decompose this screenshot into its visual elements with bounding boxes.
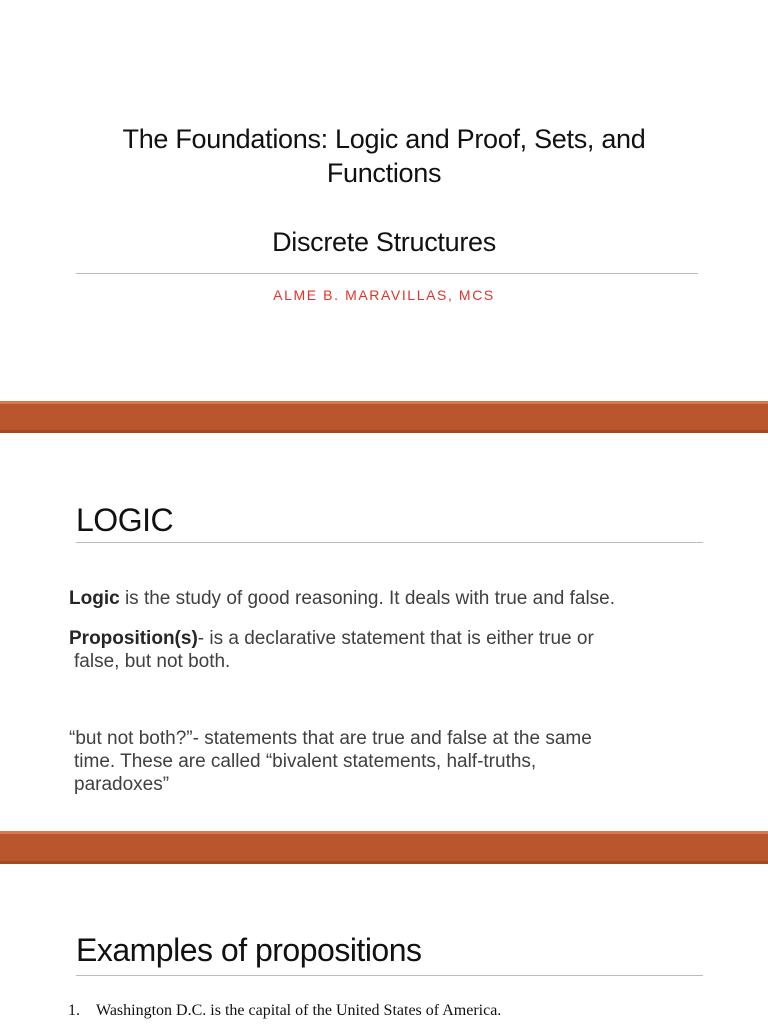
list-item-text: Washington D.C. is the capital of the United States of America.	[96, 1002, 502, 1019]
deck-title	[70, 122, 698, 190]
deck-subtitle: Discrete Structures	[272, 227, 496, 257]
proposition-term: Proposition(s)	[69, 628, 198, 649]
proposition-definition-text-2: false, but not both.	[74, 651, 231, 672]
slide-separator-bar	[0, 401, 768, 433]
deck-title-line-2: Functions	[326, 158, 442, 188]
heading-divider-line	[76, 975, 703, 976]
separator-highlight	[0, 401, 768, 404]
proposition-definition	[69, 627, 719, 673]
logic-slide	[0, 433, 768, 831]
proposition-definition-text-1: - is a declarative statement that is either true or	[197, 628, 594, 649]
bivalent-note-line-2: time. These are called “bivalent statements, half-truths,	[74, 751, 537, 772]
deck-title-line-1: The Foundations: Logic and Proof, Sets, and	[122, 124, 646, 154]
bivalent-note-line-3: paradoxes”	[74, 774, 170, 795]
author-name: ALME B. MARAVILLAS, MCS	[273, 287, 495, 303]
bivalent-note-line-1: “but not both?”- statements that are true and false at the same	[69, 728, 592, 749]
logic-definition	[69, 587, 719, 610]
title-slide	[0, 0, 768, 401]
slide-heading: Examples of propositions	[76, 932, 422, 968]
slide-heading: LOGIC	[76, 502, 174, 538]
examples-slide	[0, 864, 768, 1024]
list-item-number: 1.	[68, 1002, 80, 1019]
list-item	[68, 1002, 748, 1020]
slide-separator-bar	[0, 831, 768, 864]
logic-definition-text: is the study of good reasoning. It deals with true and false.	[119, 588, 616, 609]
title-divider-line	[76, 273, 698, 274]
bivalent-note	[69, 727, 719, 796]
logic-term: Logic	[69, 588, 120, 609]
separator-highlight	[0, 831, 768, 834]
heading-divider-line	[76, 542, 703, 543]
